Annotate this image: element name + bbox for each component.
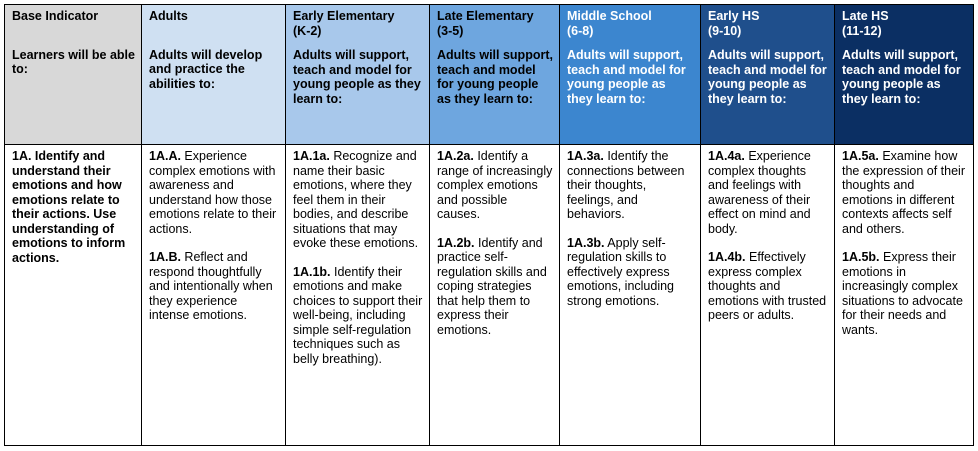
indicator-text: Examine how the expression of their thoughts and emotions in different contexts affects self and others. — [842, 149, 965, 236]
header-early-elementary — [286, 5, 430, 145]
cell-late-elementary — [430, 145, 560, 446]
indicator-item — [708, 149, 828, 236]
indicator-code: 1A.A. — [149, 149, 181, 163]
indicator-code: 1A.5b. — [842, 250, 880, 264]
header-row — [5, 5, 974, 145]
indicator-code: 1A.3a. — [567, 149, 604, 163]
header-subtitle: Adults will support, teach and model for young people as they learn to: — [437, 48, 553, 106]
indicator-code: 1A.4a. — [708, 149, 745, 163]
header-subtitle: Adults will support, teach and model for young people as they learn to: — [567, 48, 686, 106]
indicator-code: 1A.3b. — [567, 235, 605, 250]
header-title: Early HS (9-10) — [708, 9, 760, 38]
indicator-item — [437, 236, 553, 338]
indicator-item — [567, 236, 694, 309]
indicator-item — [842, 149, 967, 236]
header-subtitle: Adults will support, teach and model for young people as they learn to: — [708, 48, 827, 106]
header-title: Late Elementary (3-5) — [437, 9, 534, 38]
indicator-code: 1A.2a. — [437, 149, 474, 163]
cell-early-elementary — [286, 145, 430, 446]
indicator-item — [149, 250, 279, 323]
indicator-text: Experience complex emotions with awareness and understand how those emotions relate to their actions. — [149, 149, 277, 236]
header-base-indicator — [5, 5, 142, 145]
indicator-table — [4, 4, 974, 446]
indicator-text: Identify the connections between their thoughts, feelings, and behaviors. — [567, 149, 685, 221]
indicator-item — [149, 149, 279, 236]
header-early-hs — [701, 5, 835, 145]
header-subtitle: Adults will support, teach and model for young people as they learn to: — [842, 48, 961, 106]
indicator-text: Effectively express complex thoughts and emotions with trusted peers or adults. — [708, 250, 827, 322]
indicator-item — [567, 149, 694, 222]
indicator-code: 1A.2b. — [437, 235, 475, 250]
indicator-text: Apply self-regulation skills to effectively express emotions, including strong emotions. — [567, 235, 675, 308]
header-subtitle: Adults will develop and practice the abilities to: — [149, 47, 263, 91]
header-adults — [142, 5, 286, 145]
indicator-item — [437, 149, 553, 222]
indicator-item — [842, 250, 967, 337]
header-title: Middle School (6-8) — [567, 9, 652, 38]
indicator-code: 1A.1a. — [293, 149, 330, 163]
header-late-elementary — [430, 5, 560, 145]
body-row — [5, 145, 974, 446]
header-subtitle: Learners will be able to: — [12, 47, 135, 76]
indicator-code: 1A.5a. — [842, 149, 879, 163]
indicator-item — [708, 250, 828, 323]
cell-adults — [142, 145, 286, 446]
indicator-text: Experience complex thoughts and feelings with awareness of their effect on mind and body. — [708, 149, 811, 236]
header-subtitle: Adults will support, teach and model for young people as they learn to: — [293, 48, 421, 106]
indicator-code: 1A.4b. — [708, 250, 746, 264]
indicator-text: Identify their emotions and make choices to support their well-being, including simple self-regulation techniques such as belly breathing). — [293, 264, 423, 366]
indicator-text: Identify a range of increasingly complex emotions and possible causes. — [437, 149, 553, 221]
header-title: Base Indicator — [12, 9, 99, 23]
header-title: Early Elementary (K-2) — [293, 9, 395, 38]
base-indicator-text: 1A. Identify and understand their emotions and how emotions relate to their actions. Use understanding of emotions to inform actions. — [12, 149, 126, 265]
indicator-item — [293, 265, 423, 367]
cell-early-hs — [701, 145, 835, 446]
indicator-text: Recognize and name their basic emotions, where they feel them in their bodies, and describe situations that may evoke these emotions. — [293, 149, 419, 250]
indicator-item — [293, 149, 423, 251]
header-late-hs — [835, 5, 974, 145]
header-title: Late HS (11-12) — [842, 9, 889, 38]
cell-middle-school — [560, 145, 701, 446]
header-title: Adults — [149, 9, 188, 23]
indicator-text: Reflect and respond thoughtfully and intentionally when they experience intense emotions. — [149, 250, 273, 322]
base-indicator-cell — [5, 145, 142, 446]
cell-late-hs — [835, 145, 974, 446]
indicator-text: Express their emotions in increasingly complex situations to advocate for their needs and wants. — [842, 250, 963, 337]
indicator-code: 1A.1b. — [293, 264, 331, 279]
header-middle-school — [560, 5, 701, 145]
indicator-text: Identify and practice self-regulation skills and coping strategies that help them to express their emotions. — [437, 235, 547, 337]
indicator-code: 1A.B. — [149, 250, 181, 264]
